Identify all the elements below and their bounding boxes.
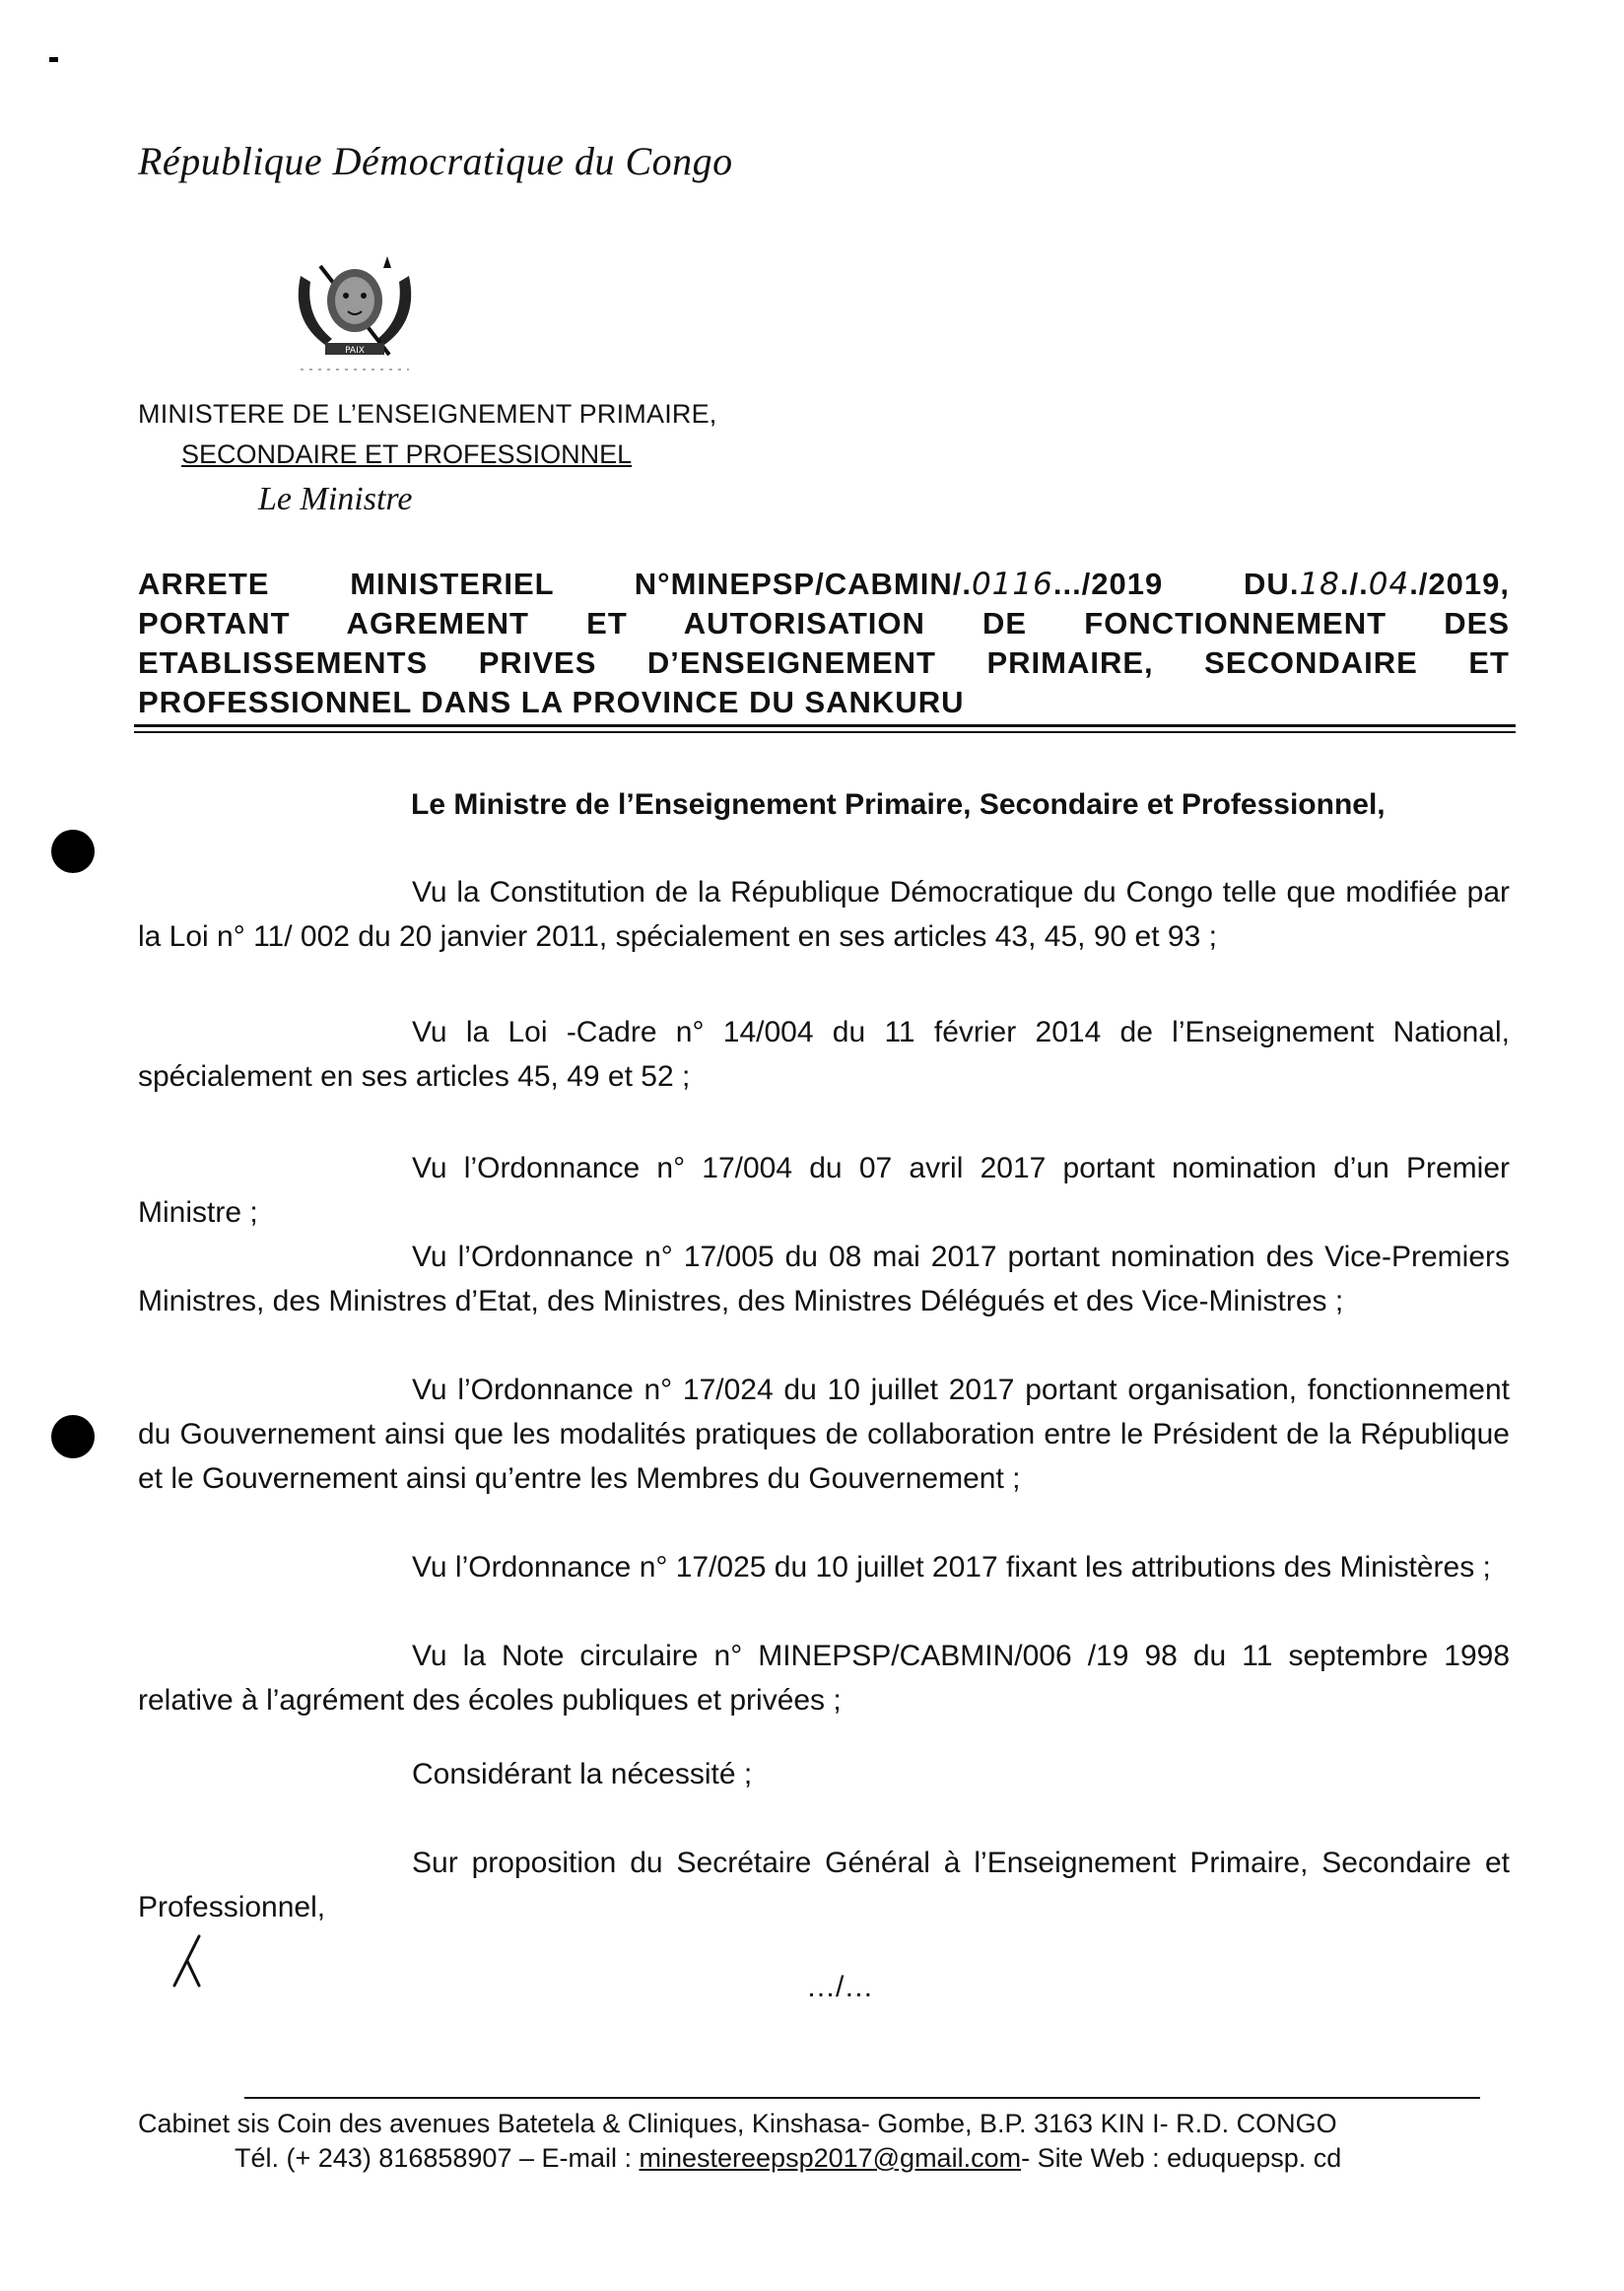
decree-day-handwritten: 18: [1299, 567, 1340, 602]
decree-title-line-2: PORTANT AGREMENT ET AUTORISATION DE FONCTIONNEMENT DES: [138, 606, 1510, 640]
footer-address: Cabinet sis Coin des avenues Batetela & Cliniques, Kinshasa- Gombe, B.P. 3163 KIN I- R.D. CONGO: [138, 2109, 1337, 2138]
paragraph-text: Considérant la nécessité ;: [412, 1758, 753, 1790]
decree-month-handwritten: 04: [1368, 567, 1410, 602]
decree-title-line-1: [138, 567, 1510, 602]
footer-website: - Site Web : eduquepsp. cd: [1021, 2143, 1342, 2173]
footer-divider: [244, 2097, 1480, 2099]
paragraph-ordonnance-17-024: [138, 1368, 1510, 1501]
paragraph-text: Vu l’Ordonnance n° 17/005 du 08 mai 2017 portant nomination des Vice-Premiers Ministres, des Ministres d’Etat, des Ministres, des Ministres Délégués et des Vice-Ministres ;: [138, 1241, 1510, 1317]
paragraph-text: Vu l’Ordonnance n° 17/004 du 07 avril 2017 portant nomination d’un Premier Ministre ;: [138, 1152, 1510, 1229]
title-divider-thick: [134, 724, 1516, 727]
paragraph-text: Vu la Loi -Cadre n° 14/004 du 11 février 2014 de l’Enseignement National, spécialement en ses articles 45, 49 et 52 ;: [138, 1016, 1510, 1093]
paragraph-constitution: [138, 870, 1510, 959]
paragraph-loi-cadre: [138, 1010, 1510, 1099]
paragraph-note-circulaire: [138, 1634, 1510, 1722]
coat-of-arms-emblem: [281, 246, 429, 374]
republic-heading: République Démocratique du Congo: [138, 139, 733, 183]
handwritten-initial-mark: [169, 1931, 209, 1990]
footer-phone: Tél. (+ 243) 816858907 – E-mail :: [235, 2143, 640, 2173]
paragraph-text: Sur proposition du Secrétaire Général à l’Enseignement Primaire, Secondaire et Professionnel,: [138, 1847, 1510, 1923]
minister-label: Le Ministre: [258, 481, 413, 517]
paragraph-ordonnance-17-005: [138, 1235, 1510, 1323]
ministry-name-line-1: MINISTERE DE L’ENSEIGNEMENT PRIMAIRE,: [138, 399, 717, 429]
paragraph-considerant: [138, 1752, 1510, 1796]
punch-hole: [51, 830, 95, 873]
paragraph-text: Vu la Note circulaire n° MINEPSP/CABMIN/006 /19 98 du 11 septembre 1998 relative à l’agrément des écoles publiques et privées ;: [138, 1640, 1510, 1717]
title-divider-thin: [134, 731, 1516, 733]
footer-email-link[interactable]: minestereepsp2017@gmail.com: [639, 2143, 1022, 2173]
emblem-motto: PAIX: [345, 346, 365, 356]
page-continuation-mark: …/…: [806, 1971, 874, 2003]
scan-speck: [49, 57, 58, 62]
decree-year: ./2019,: [1409, 567, 1510, 601]
decree-title-line-4: PROFESSIONNEL DANS LA PROVINCE DU SANKURU: [138, 685, 965, 719]
paragraph-text: Vu l’Ordonnance n° 17/024 du 10 juillet 2017 portant organisation, fonctionnement du Gouvernement ainsi que les modalités pratiques de collaboration entre le Président de la République et le Gouvernement ainsi qu’entre les Membres du Gouvernement ;: [138, 1374, 1510, 1495]
paragraph-ordonnance-17-025: [138, 1545, 1510, 1589]
decree-date-separator: ./.: [1339, 567, 1369, 601]
footer-contact: [235, 2143, 1341, 2174]
decree-number-mid: .../2019 DU.: [1052, 567, 1300, 601]
decree-title-line-3: ETABLISSEMENTS PRIVES D’ENSEIGNEMENT PRIMAIRE, SECONDAIRE ET: [138, 645, 1510, 680]
decree-number-prefix: ARRETE MINISTERIEL N°MINEPSP/CABMIN/.: [138, 567, 972, 601]
paragraph-ordonnance-17-004: [138, 1146, 1510, 1235]
ministry-name-line-2: SECONDAIRE ET PROFESSIONNEL: [181, 439, 633, 469]
paragraph-text: Vu l’Ordonnance n° 17/025 du 10 juillet 2017 fixant les attributions des Ministères ;: [412, 1551, 1491, 1583]
decree-number-handwritten: 0116: [971, 567, 1053, 602]
paragraph-proposition: [138, 1841, 1510, 1929]
minister-heading: Le Ministre de l’Enseignement Primaire, Secondaire et Professionnel,: [411, 788, 1386, 821]
paragraph-text: Vu la Constitution de la République Démocratique du Congo telle que modifiée par la Loi n° 11/ 002 du 20 janvier 2011, spécialement en ses articles 43, 45, 90 et 93 ;: [138, 876, 1510, 953]
punch-hole: [51, 1415, 95, 1458]
